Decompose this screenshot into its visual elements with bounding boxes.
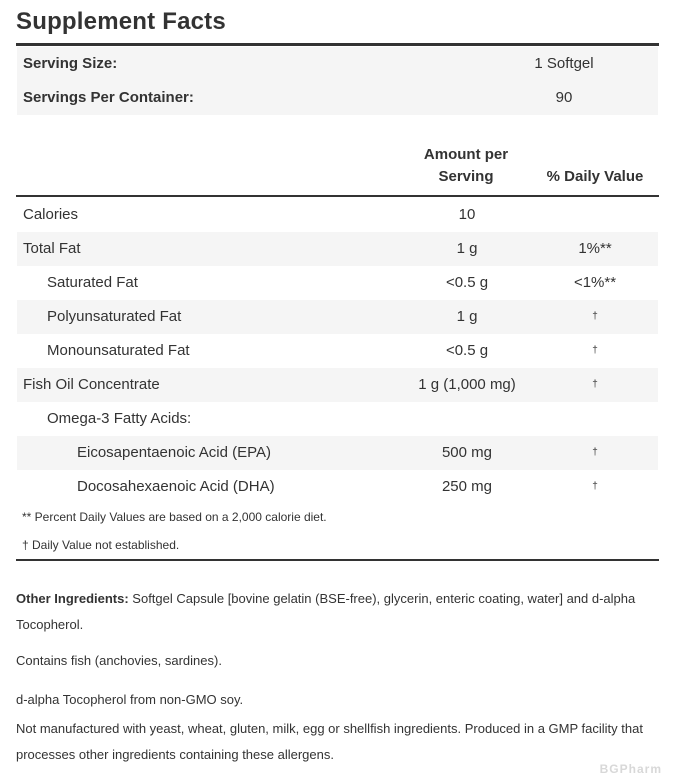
tocopherol-source-note: d-alpha Tocopherol from non-GMO soy. xyxy=(16,692,244,707)
amount-header-line2: Serving xyxy=(438,168,494,185)
header-rule xyxy=(16,195,659,197)
nutrient-row xyxy=(17,198,658,232)
nutrient-label: Omega-3 Fatty Acids: xyxy=(47,410,192,427)
nutrient-row xyxy=(17,368,658,402)
nutrient-amount: 250 mg xyxy=(441,478,493,495)
nutrient-daily-value: † xyxy=(592,345,598,356)
nutrient-amount: 1 g (1,000 mg) xyxy=(418,376,516,393)
nutrient-daily-value: 1%** xyxy=(578,240,612,257)
nutrient-daily-value: <1%** xyxy=(573,274,617,291)
servings-per-container-row xyxy=(17,81,658,115)
nutrient-amount: 1 g xyxy=(456,240,478,257)
nutrient-row xyxy=(17,402,658,436)
nutrient-row xyxy=(17,470,658,504)
serving-size-label: Serving Size: xyxy=(23,55,118,72)
contains-fish-note: Contains fish (anchovies, sardines). xyxy=(16,653,222,668)
nutrient-label: Fish Oil Concentrate xyxy=(23,376,160,393)
nutrient-amount: <0.5 g xyxy=(445,342,489,359)
page-title: Supplement Facts xyxy=(16,8,226,35)
nutrient-amount: 500 mg xyxy=(441,444,493,461)
allergen-statement: Not manufactured with yeast, wheat, gluten, milk, egg or shellfish ingredients. Produced in a GMP facility that processes other ingredients containing these allergens. xyxy=(16,721,643,762)
daily-value-header: % Daily Value xyxy=(546,168,644,185)
other-ingredients-label: Other Ingredients: xyxy=(16,591,129,606)
nutrient-daily-value: † xyxy=(592,311,598,322)
serving-size-row xyxy=(17,47,658,81)
footnote-not-established: † Daily Value not established. xyxy=(22,538,180,552)
nutrient-label: Saturated Fat xyxy=(47,274,138,291)
servings-per-container-value: 90 xyxy=(555,89,573,106)
nutrient-label: Docosahexaenoic Acid (DHA) xyxy=(77,478,275,495)
watermark-logo: BGPharm xyxy=(599,762,662,776)
nutrient-daily-value: † xyxy=(592,447,598,458)
nutrient-row xyxy=(17,232,658,266)
nutrient-amount: <0.5 g xyxy=(445,274,489,291)
nutrient-daily-value: † xyxy=(592,379,598,390)
amount-header-line1: Amount per xyxy=(423,146,509,163)
nutrient-label: Polyunsaturated Fat xyxy=(47,308,182,325)
footer-rule xyxy=(16,559,659,561)
nutrient-row xyxy=(17,334,658,368)
other-ingredients-text: Softgel Capsule [bovine gelatin (BSE-free), glycerin, enteric coating, water] and d-alpha Tocopherol. xyxy=(16,591,636,632)
nutrient-label: Eicosapentaenoic Acid (EPA) xyxy=(77,444,271,461)
nutrient-label: Total Fat xyxy=(23,240,81,257)
title-rule xyxy=(16,43,659,46)
nutrient-row xyxy=(17,300,658,334)
nutrient-daily-value: † xyxy=(592,481,598,492)
nutrient-row xyxy=(17,266,658,300)
other-ingredients xyxy=(16,586,661,638)
footnote-percent-daily-value: ** Percent Daily Values are based on a 2,000 calorie diet. xyxy=(22,510,327,524)
servings-per-container-label: Servings Per Container: xyxy=(23,89,194,106)
nutrient-label: Calories xyxy=(23,206,79,223)
nutrient-row xyxy=(17,436,658,470)
nutrient-amount: 10 xyxy=(458,206,476,223)
serving-size-value: 1 Softgel xyxy=(534,55,594,72)
nutrient-amount: 1 g xyxy=(456,308,478,325)
nutrient-label: Monounsaturated Fat xyxy=(47,342,190,359)
